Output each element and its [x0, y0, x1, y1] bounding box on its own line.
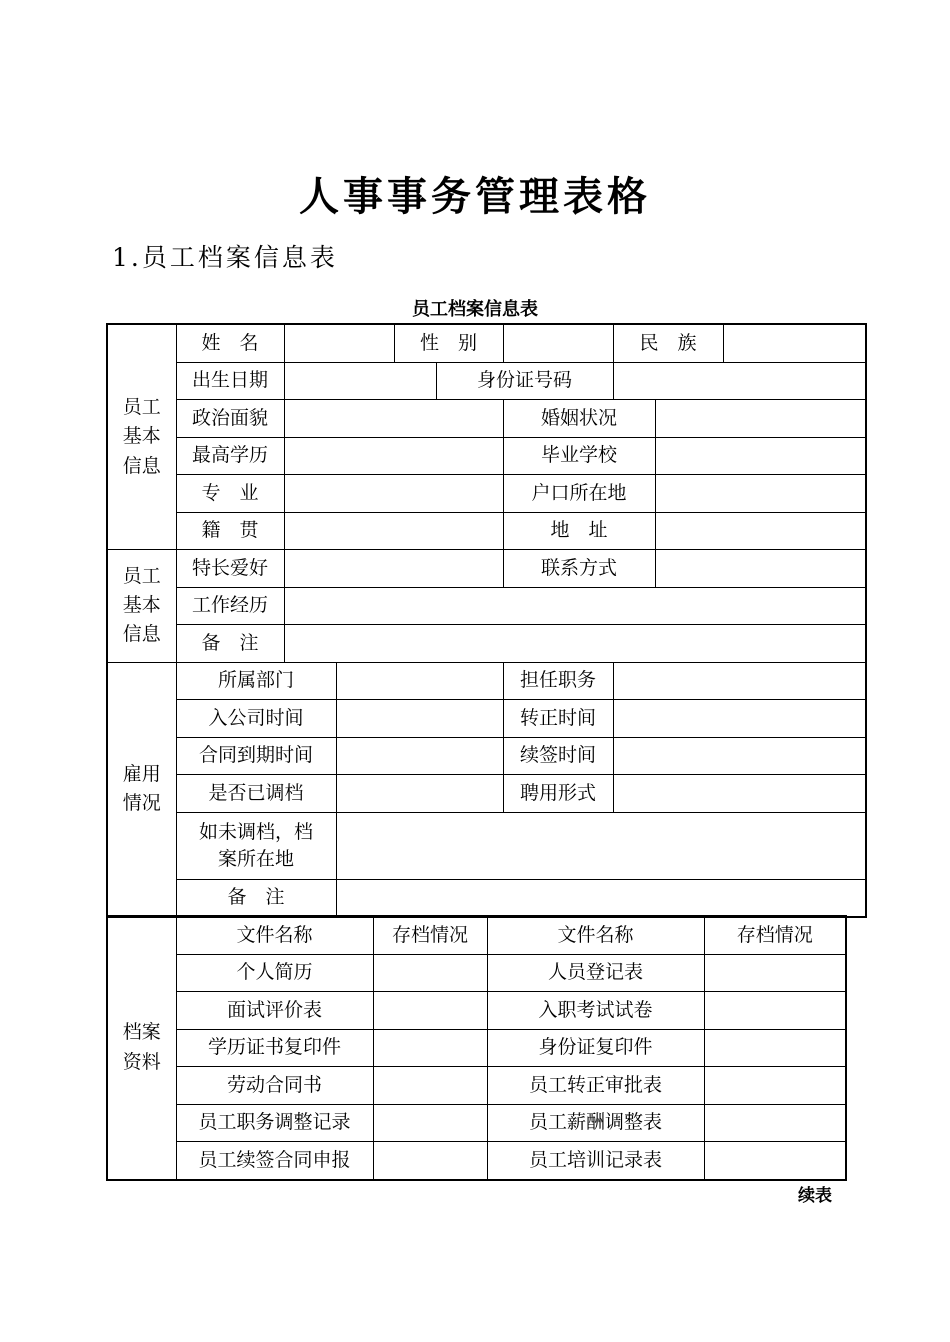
label-address: 地 址 [503, 512, 655, 550]
table-row [107, 1029, 846, 1067]
field-remarks-employment[interactable] [336, 879, 866, 917]
employee-file-table [106, 323, 867, 918]
label-position: 担任职务 [503, 662, 613, 700]
archive-header: 存档情况 [704, 916, 846, 954]
field-native-place[interactable] [284, 512, 503, 550]
label-renewal-date: 续签时间 [503, 737, 613, 775]
field-remarks-basic[interactable] [284, 625, 866, 663]
table-row [107, 1067, 846, 1105]
section-heading: 1.员工档案信息表 [112, 243, 338, 272]
label-gender: 性 别 [394, 324, 503, 362]
page-title: 人事事务管理表格 [299, 173, 651, 220]
archive-doc-name: 身份证复印件 [487, 1029, 704, 1067]
group-label-basic-info: 员工 基本 信息 [107, 324, 176, 550]
archive-doc-name: 劳动合同书 [176, 1067, 373, 1105]
archive-doc-name: 入职考试试卷 [487, 992, 704, 1030]
label-major: 专 业 [176, 475, 284, 513]
field-ethnicity[interactable] [723, 324, 866, 362]
archive-status-field[interactable] [704, 1104, 846, 1142]
table-row [107, 1104, 846, 1142]
label-hukou-location: 户口所在地 [503, 475, 655, 513]
archive-status-field[interactable] [704, 992, 846, 1030]
archive-doc-name: 面试评价表 [176, 992, 373, 1030]
label-file-transferred: 是否已调档 [176, 775, 336, 813]
archive-doc-name: 员工转正审批表 [487, 1067, 704, 1105]
field-employment-form[interactable] [613, 775, 866, 813]
field-id-number[interactable] [613, 362, 866, 400]
archive-status-field[interactable] [373, 954, 487, 992]
archive-status-field[interactable] [704, 954, 846, 992]
field-gender[interactable] [503, 324, 613, 362]
field-file-location[interactable] [336, 812, 866, 879]
archive-doc-name: 个人简历 [176, 954, 373, 992]
label-marital-status: 婚姻状况 [503, 400, 655, 438]
label-ethnicity: 民 族 [613, 324, 723, 362]
field-position[interactable] [613, 662, 866, 700]
label-remarks-basic: 备 注 [176, 625, 284, 663]
field-education[interactable] [284, 437, 503, 475]
field-regular-date[interactable] [613, 700, 866, 738]
field-political-status[interactable] [284, 400, 503, 438]
field-address[interactable] [655, 512, 866, 550]
label-regular-date: 转正时间 [503, 700, 613, 738]
archive-status-field[interactable] [373, 1142, 487, 1180]
archive-status-field[interactable] [704, 1067, 846, 1105]
table-row [107, 992, 846, 1030]
archive-header: 文件名称 [487, 916, 704, 954]
archive-doc-name: 学历证书复印件 [176, 1029, 373, 1067]
label-contact: 联系方式 [503, 550, 655, 588]
field-contact[interactable] [655, 550, 866, 588]
field-contract-expiry[interactable] [336, 737, 503, 775]
label-name: 姓 名 [176, 324, 284, 362]
archive-header: 文件名称 [176, 916, 373, 954]
field-renewal-date[interactable] [613, 737, 866, 775]
archive-status-field[interactable] [373, 1104, 487, 1142]
field-specialty[interactable] [284, 550, 503, 588]
archive-table [106, 915, 847, 1181]
label-file-location: 如未调档，档 案所在地 [176, 812, 336, 879]
continued-label: 续表 [798, 1186, 832, 1206]
group-label-basic-info-2: 员工 基本 信息 [107, 550, 176, 663]
label-id-number: 身份证号码 [436, 362, 613, 400]
archive-status-field[interactable] [704, 1142, 846, 1180]
archive-doc-name: 员工职务调整记录 [176, 1104, 373, 1142]
label-remarks-employment: 备 注 [176, 879, 336, 917]
field-file-transferred[interactable] [336, 775, 503, 813]
label-specialty: 特长爱好 [176, 550, 284, 588]
label-join-date: 入公司时间 [176, 700, 336, 738]
archive-status-field[interactable] [373, 992, 487, 1030]
label-contract-expiry: 合同到期时间 [176, 737, 336, 775]
label-birth-date: 出生日期 [176, 362, 284, 400]
label-native-place: 籍 贯 [176, 512, 284, 550]
field-name[interactable] [284, 324, 394, 362]
label-graduate-school: 毕业学校 [503, 437, 655, 475]
field-department[interactable] [336, 662, 503, 700]
archive-status-field[interactable] [373, 1029, 487, 1067]
table-row [107, 954, 846, 992]
archive-status-field[interactable] [704, 1029, 846, 1067]
archive-header: 存档情况 [373, 916, 487, 954]
label-department: 所属部门 [176, 662, 336, 700]
field-join-date[interactable] [336, 700, 503, 738]
archive-status-field[interactable] [373, 1067, 487, 1105]
archive-doc-name: 员工培训记录表 [487, 1142, 704, 1180]
group-label-archive: 档案 资料 [107, 916, 176, 1180]
group-label-employment: 雇用 情况 [107, 662, 176, 917]
field-marital-status[interactable] [655, 400, 866, 438]
label-employment-form: 聘用形式 [503, 775, 613, 813]
archive-doc-name: 员工薪酬调整表 [487, 1104, 704, 1142]
field-hukou-location[interactable] [655, 475, 866, 513]
archive-doc-name: 人员登记表 [487, 954, 704, 992]
field-major[interactable] [284, 475, 503, 513]
field-graduate-school[interactable] [655, 437, 866, 475]
field-work-history[interactable] [284, 587, 866, 625]
archive-doc-name: 员工续签合同申报 [176, 1142, 373, 1180]
table-row [107, 1142, 846, 1180]
label-education: 最高学历 [176, 437, 284, 475]
field-birth-date[interactable] [284, 362, 436, 400]
label-political-status: 政治面貌 [176, 400, 284, 438]
label-work-history: 工作经历 [176, 587, 284, 625]
table-caption: 员工档案信息表 [412, 299, 538, 320]
